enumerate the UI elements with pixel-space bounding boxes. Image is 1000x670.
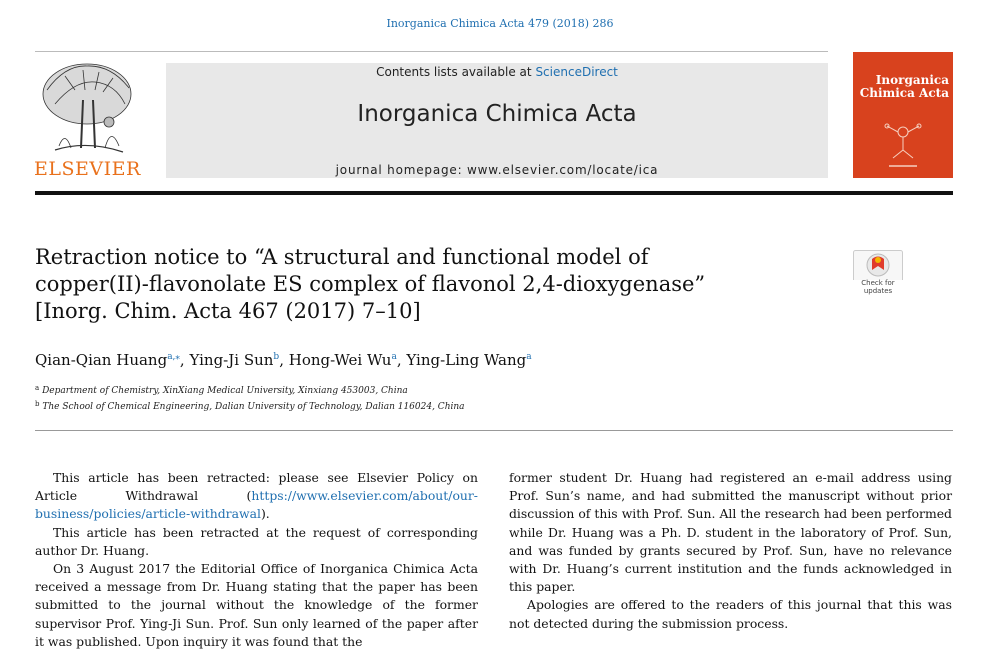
policy-text-end: ). [260, 506, 270, 522]
author-separator: , [179, 351, 190, 369]
citation-text[interactable]: Inorganica Chimica Acta 479 (2018) 286 [386, 17, 614, 30]
section-divider [35, 430, 953, 431]
cover-title-line1: Inorganica [875, 73, 949, 87]
body-paragraph: On 3 August 2017 the Editorial Office of Inorganica Chimica Acta received a message from Dr. Huang stating that the paper has been submitted to the journal without the knowledge of the former supervisor Prof. Ying-Ji Sun. Prof. Sun only learned of the paper after it was published. Upon inquiry it was found that the [35, 561, 478, 649]
author-name[interactable]: Qian-Qian Huang [35, 351, 168, 369]
journal-citation-link[interactable] [0, 17, 1000, 30]
homepage-prefix: journal homepage: [335, 163, 468, 177]
withdrawal-policy-link[interactable]: https://www.elsevier.com/about/our-business/policies/article-withdrawal [35, 488, 478, 522]
affiliation-mark: b [35, 400, 40, 408]
author-affiliation-mark[interactable]: a [526, 352, 532, 362]
journal-title: Inorganica Chimica Acta [357, 101, 637, 127]
check-for-updates-label [853, 279, 903, 295]
affiliation-b [35, 400, 465, 412]
article-title [35, 244, 755, 325]
cover-molecule-icon [863, 106, 943, 172]
contents-prefix: Contents lists available at [376, 65, 536, 79]
title-line-1: Retraction notice to “A structural and functional model of [35, 245, 649, 269]
body-column-left [35, 469, 478, 651]
body-paragraph [35, 469, 478, 524]
author-separator: , [279, 351, 289, 369]
check-label-line2: updates [863, 287, 893, 295]
check-label-line1: Check for [861, 279, 895, 287]
body-paragraph: Apologies are offered to the readers of this journal that this was not detected during the submission process. [509, 597, 952, 631]
title-line-2: copper(II)-flavonolate ES complex of flavonol 2,4-dioxygenase” [35, 272, 706, 296]
journal-homepage-line [166, 163, 828, 177]
author-name[interactable]: Ying-Ji Sun [189, 351, 274, 369]
crossmark-icon [853, 250, 903, 280]
masthead-rule [35, 191, 953, 195]
journal-cover-thumbnail[interactable] [853, 52, 953, 178]
author-separator: , [396, 351, 407, 369]
header-divider [35, 51, 828, 52]
cover-title-line2: Chimica Acta [859, 86, 949, 100]
author-name[interactable]: Ying-Ling Wang [406, 351, 527, 369]
affiliation-text: Department of Chemistry, XinXiang Medical University, Xinxiang 453003, China [42, 386, 408, 396]
homepage-url-link[interactable]: www.elsevier.com/locate/ica [467, 163, 659, 177]
affiliation-a [35, 384, 408, 396]
author-list [35, 351, 532, 369]
body-paragraph: This article has been retracted at the request of corresponding author Dr. Huang. [35, 524, 478, 558]
policy-text: This article has been retracted: please see Elsevier Policy on Article Withdrawal ( [35, 470, 478, 504]
author-affiliation-mark[interactable]: b [273, 352, 280, 362]
sciencedirect-link[interactable]: ScienceDirect [535, 65, 618, 79]
affiliation-mark: a [35, 384, 40, 392]
author-affiliation-mark[interactable]: a,⁎ [167, 352, 180, 362]
check-for-updates-badge[interactable] [853, 250, 903, 300]
journal-banner [166, 63, 828, 178]
title-line-3: [Inorg. Chim. Acta 467 (2017) 7–10] [35, 299, 421, 323]
affiliation-text: The School of Chemical Engineering, Dalian University of Technology, Dalian 116024, China [42, 402, 465, 412]
publisher-wordmark: ELSEVIER [34, 158, 141, 180]
body-paragraph: former student Dr. Huang had registered an e-mail address using Prof. Sun’s name, and had submitted the manuscript without prior discussion of this with Prof. Sun. All the research had been performed while Dr. Huang was a Ph. D. student in the laboratory of Prof. Sun, and was funded by grants secured by Prof. Sun, have no relevance with Dr. Huang’s current institution and the funds acknowledged in this paper. [509, 470, 952, 595]
body-column-right [509, 469, 952, 633]
author-affiliation-mark[interactable]: a [391, 352, 397, 362]
contents-available-line [166, 65, 828, 79]
author-name[interactable]: Hong-Wei Wu [288, 351, 392, 369]
